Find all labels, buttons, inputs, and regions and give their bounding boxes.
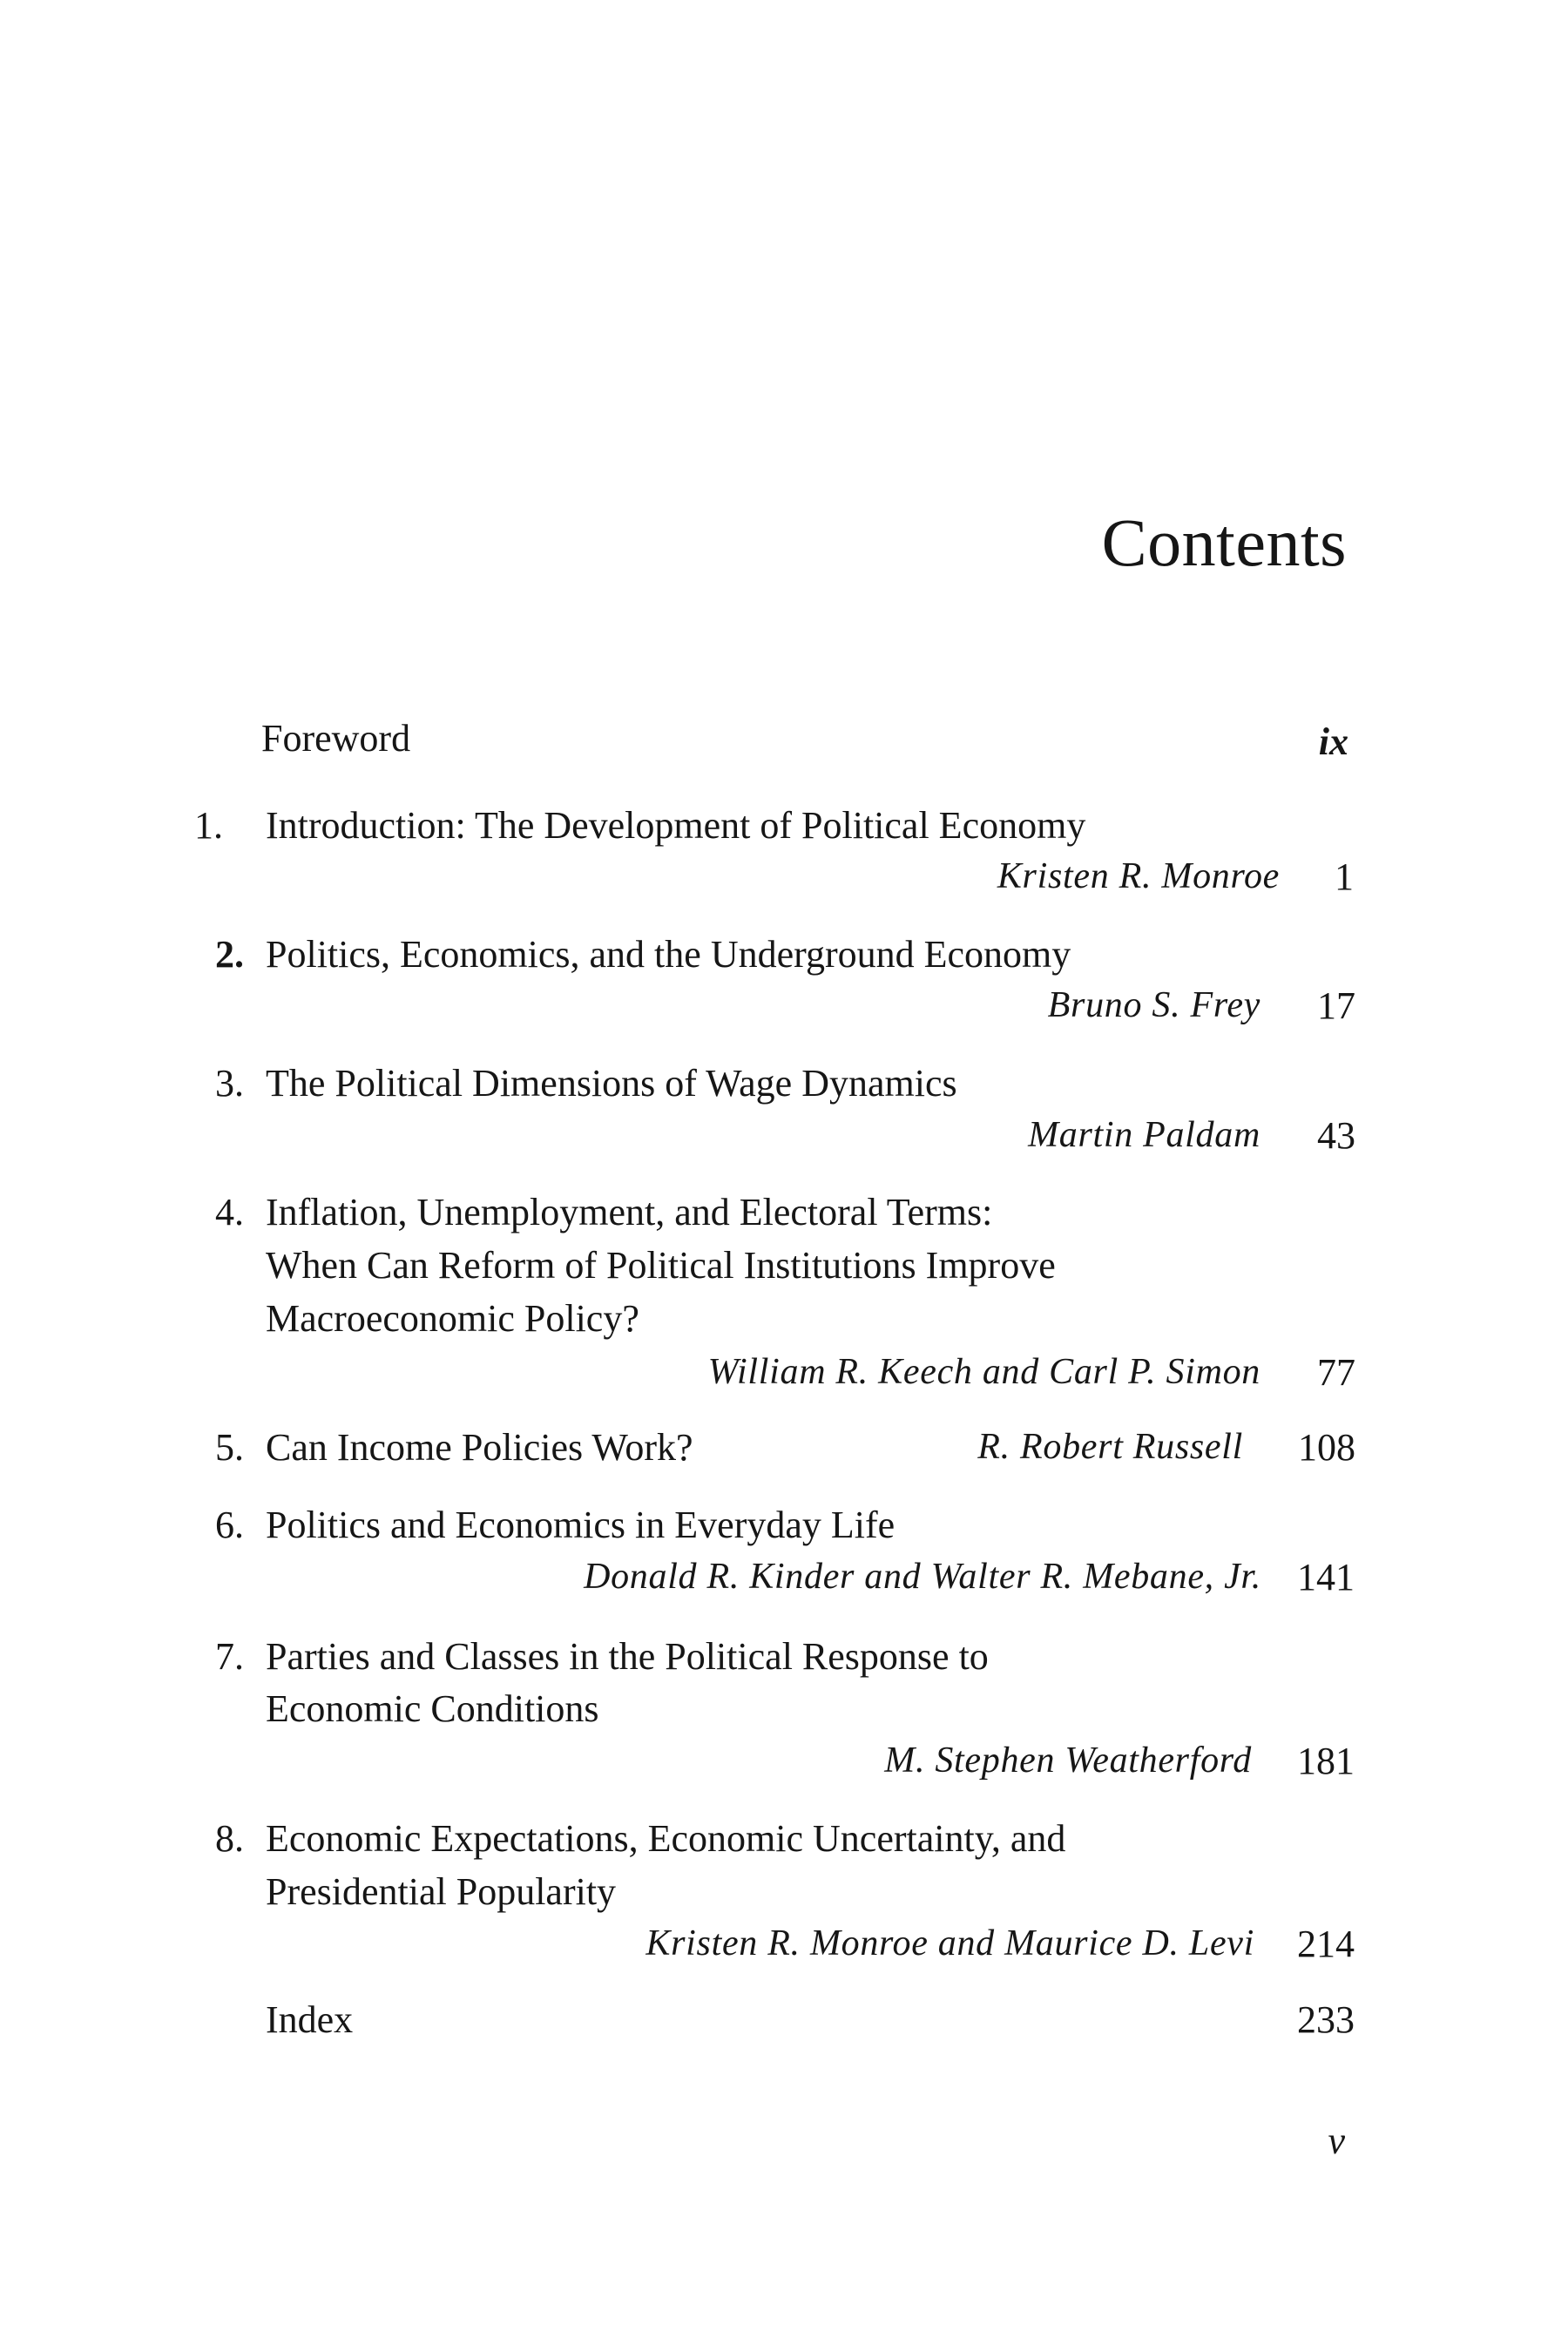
entry-8-author: Kristen R. Monroe and Maurice D. Levi [645,1923,1254,1963]
entry-6-title[interactable]: Politics and Economics in Everyday Life [266,1504,896,1546]
entry-4-title-line-3[interactable]: Macroeconomic Policy? [266,1297,639,1340]
entry-4-number: 4. [215,1191,244,1233]
entry-2-author: Bruno S. Frey [1047,985,1260,1025]
entry-index-title[interactable]: Index [266,1998,354,2041]
entry-5-author: R. Robert Russell [977,1427,1243,1467]
entry-8-page[interactable]: 214 [1297,1923,1355,1965]
page-number-footer: v [1328,2119,1345,2162]
entry-7-number: 7. [215,1635,244,1678]
entry-5-title[interactable]: Can Income Policies Work? [266,1426,693,1469]
entry-4-author: William R. Keech and Carl P. Simon [707,1352,1260,1392]
entry-7-title-line-2[interactable]: Economic Conditions [266,1687,599,1730]
entry-3-author: Martin Paldam [1028,1115,1260,1155]
entry-2-number: 2. [215,933,244,976]
entry-3-title[interactable]: The Political Dimensions of Wage Dynamics [266,1062,957,1105]
entry-5-number: 5. [215,1426,244,1469]
entry-1-author: Kristen R. Monroe [997,856,1280,896]
entry-6-number: 6. [215,1504,244,1546]
entry-3-page[interactable]: 43 [1317,1114,1355,1157]
entry-4-page[interactable]: 77 [1317,1351,1355,1394]
entry-2-title[interactable]: Politics, Economics, and the Underground Economy [266,933,1071,976]
entry-6-author: Donald R. Kinder and Walter R. Mebane, Jr. [584,1557,1261,1597]
page-title: Contents [1101,504,1347,580]
entry-7-author: M. Stephen Weatherford [884,1740,1252,1781]
entry-8-title-line-2[interactable]: Presidential Popularity [266,1870,617,1913]
entry-4-title-line-2[interactable]: When Can Reform of Political Institutions Improve [266,1244,1056,1287]
entry-5-page[interactable]: 108 [1298,1426,1355,1469]
entry-foreword-title[interactable]: Foreword [261,717,411,760]
entry-1-title[interactable]: Introduction: The Development of Political Economy [266,804,1086,847]
entry-index-page[interactable]: 233 [1297,1998,1355,2041]
entry-foreword-page[interactable]: ix [1318,720,1348,763]
entry-2-page[interactable]: 17 [1317,984,1355,1027]
entry-1-page[interactable]: 1 [1335,855,1354,898]
entry-1-number: 1. [194,804,223,847]
entry-4-title-line-1[interactable]: Inflation, Unemployment, and Electoral Terms: [266,1191,993,1233]
entry-6-page[interactable]: 141 [1297,1556,1355,1598]
entry-3-number: 3. [215,1062,244,1105]
entry-8-title-line-1[interactable]: Economic Expectations, Economic Uncertainty, and [266,1817,1066,1860]
entry-7-title-line-1[interactable]: Parties and Classes in the Political Response to [266,1635,989,1678]
entry-8-number: 8. [215,1817,244,1860]
entry-7-page[interactable]: 181 [1297,1740,1355,1782]
